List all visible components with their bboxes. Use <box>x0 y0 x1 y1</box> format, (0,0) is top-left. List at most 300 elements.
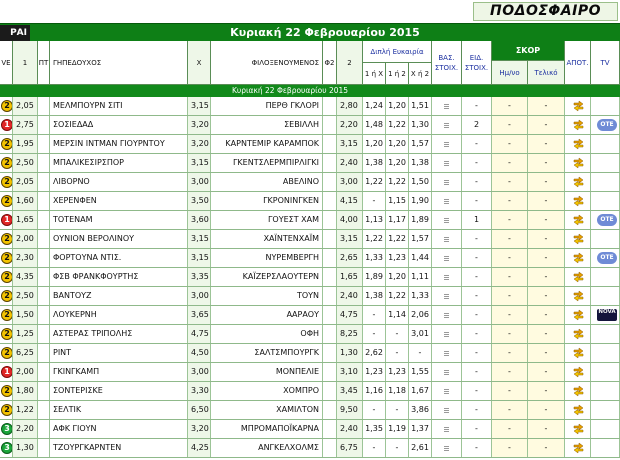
fx-cell <box>323 363 337 381</box>
code-cell <box>0 97 13 115</box>
striped-marker-icon <box>444 255 449 261</box>
x-cell: 3,65 <box>188 306 211 324</box>
two-cell: 2,40 <box>337 154 363 172</box>
dc1-cell: 1,89 <box>363 268 386 286</box>
x-cell: 4,25 <box>188 439 211 457</box>
one-cell: 1,60 <box>13 192 38 210</box>
event-code-badge: 2 <box>1 309 13 321</box>
striped-marker-icon <box>444 388 449 394</box>
final-cell: - <box>528 211 565 229</box>
swap-arrows-icon[interactable] <box>573 404 584 416</box>
tv-cell <box>591 439 620 457</box>
eid-cell: - <box>462 287 492 305</box>
swap-arrows-icon[interactable] <box>573 214 584 226</box>
half-cell: - <box>492 268 528 286</box>
two-cell: 6,75 <box>337 439 363 457</box>
bas-stoix-cell <box>432 230 462 248</box>
header-dc-1x: 1 ή Χ <box>363 63 386 85</box>
table-row[interactable] <box>0 363 620 382</box>
table-row[interactable] <box>0 287 620 306</box>
tv-cell <box>591 97 620 115</box>
header-dc-12: 1 ή 2 <box>386 63 409 85</box>
dc3-cell: 2,06 <box>409 306 432 324</box>
two-cell: 1,30 <box>337 344 363 362</box>
table-row[interactable] <box>0 154 620 173</box>
header-x: Χ <box>188 41 211 85</box>
dc1-cell: 1,23 <box>363 363 386 381</box>
final-cell: - <box>528 420 565 438</box>
fx-cell <box>323 154 337 172</box>
one-cell: 1,25 <box>13 325 38 343</box>
swap-arrows-icon[interactable] <box>573 233 584 245</box>
swap-arrows-icon[interactable] <box>573 252 584 264</box>
eid-cell: - <box>462 192 492 210</box>
header-score: ΣΚΟΡ <box>492 41 565 61</box>
away-cell: ΑΒΕΛΙΝΟ <box>211 173 323 191</box>
dc2-cell: 1,22 <box>386 287 409 305</box>
tv-cell <box>591 192 620 210</box>
result-cell[interactable] <box>565 173 591 191</box>
dc3-cell: 1,89 <box>409 211 432 229</box>
swap-arrows-icon[interactable] <box>573 309 584 321</box>
two-cell: 2,65 <box>337 249 363 267</box>
header-home: ΓΗΠΕΔΟΥΧΟΣ <box>50 41 188 85</box>
code-cell <box>0 268 13 286</box>
dc3-cell: 1,30 <box>409 116 432 134</box>
eid-cell: - <box>462 401 492 419</box>
table-row[interactable] <box>0 344 620 363</box>
dc1-cell: - <box>363 439 386 457</box>
dc3-cell: 1,50 <box>409 173 432 191</box>
two-cell: 3,10 <box>337 363 363 381</box>
swap-arrows-icon[interactable] <box>573 138 584 150</box>
striped-marker-icon <box>444 198 449 204</box>
header-code: VE <box>0 41 13 85</box>
two-cell: 8,25 <box>337 325 363 343</box>
fx-cell <box>323 97 337 115</box>
swap-arrows-icon[interactable] <box>573 157 584 169</box>
result-cell[interactable] <box>565 211 591 229</box>
dc3-cell: 1,44 <box>409 249 432 267</box>
half-cell: - <box>492 382 528 400</box>
eid-cell: 2 <box>462 116 492 134</box>
away-cell: ΣΕΒΙΛΛΗ <box>211 116 323 134</box>
tv-cell <box>591 268 620 286</box>
dc2-cell: 1,20 <box>386 97 409 115</box>
half-cell: - <box>492 249 528 267</box>
fx-cell <box>323 173 337 191</box>
x-cell: 3,30 <box>188 382 211 400</box>
home-cell: ΣΕΛΤΙΚ <box>50 401 188 419</box>
eid-cell: - <box>462 306 492 324</box>
away-cell: ΚΑΪΖΕΡΣΛΑΟΥΤΕΡΝ <box>211 268 323 286</box>
result-cell[interactable] <box>565 249 591 267</box>
swap-arrows-icon[interactable] <box>573 347 584 359</box>
header-dc-x2: Χ ή 2 <box>409 63 432 85</box>
result-cell[interactable] <box>565 135 591 153</box>
fx-cell <box>323 382 337 400</box>
final-cell: - <box>528 135 565 153</box>
header-bas-stoix: ΒΑΣ. ΣΤΟΙΧ. <box>432 41 462 85</box>
table-row[interactable] <box>0 382 620 401</box>
result-cell[interactable] <box>565 325 591 343</box>
table-row[interactable] <box>0 268 620 287</box>
fx-cell <box>323 268 337 286</box>
away-cell: ΑΝΓΚΕΛΧΟΛΜΣ <box>211 439 323 457</box>
final-cell: - <box>528 287 565 305</box>
event-code-badge: 2 <box>1 100 13 112</box>
striped-marker-icon <box>444 331 449 337</box>
swap-arrows-icon[interactable] <box>573 195 584 207</box>
bas-stoix-cell <box>432 401 462 419</box>
final-cell: - <box>528 363 565 381</box>
fx-cell <box>323 211 337 229</box>
fx-cell <box>323 344 337 362</box>
tv-cell <box>591 306 620 324</box>
x-cell: 3,00 <box>188 287 211 305</box>
home-cell: ΜΠΑΛΙΚΕΣΙΡΣΠΟΡ <box>50 154 188 172</box>
dc2-cell: 1,18 <box>386 382 409 400</box>
dc1-cell: 1,48 <box>363 116 386 134</box>
away-cell: ΧΑΜΙΛΤΟΝ <box>211 401 323 419</box>
bas-stoix-cell <box>432 249 462 267</box>
away-cell: ΓΚΕΝΤΣΛΕΡΜΠΙΡΛΙΓΚΙ <box>211 154 323 172</box>
result-cell[interactable] <box>565 268 591 286</box>
one-cell: 2,00 <box>13 230 38 248</box>
x-cell: 3,15 <box>188 249 211 267</box>
half-cell: - <box>492 401 528 419</box>
code-cell <box>0 135 13 153</box>
away-cell: ΧΑΪΝΤΕΝΧΑΪΜ <box>211 230 323 248</box>
x-cell: 3,60 <box>188 211 211 229</box>
bas-stoix-cell <box>432 363 462 381</box>
one-cell: 1,50 <box>13 306 38 324</box>
eid-cell: - <box>462 363 492 381</box>
eid-cell: - <box>462 97 492 115</box>
event-code-badge: 2 <box>1 195 13 207</box>
half-cell: - <box>492 325 528 343</box>
pt-cell <box>38 135 50 153</box>
table-row[interactable] <box>0 173 620 192</box>
fx-cell <box>323 249 337 267</box>
fx-cell <box>323 401 337 419</box>
half-cell: - <box>492 135 528 153</box>
bas-stoix-cell <box>432 439 462 457</box>
dc3-cell: 1,51 <box>409 97 432 115</box>
event-code-badge: 2 <box>1 233 13 245</box>
tv-cell <box>591 344 620 362</box>
two-cell: 3,15 <box>337 135 363 153</box>
eid-cell: - <box>462 420 492 438</box>
bas-stoix-cell <box>432 382 462 400</box>
event-code-badge: 2 <box>1 271 13 283</box>
half-cell: - <box>492 211 528 229</box>
result-cell[interactable] <box>565 401 591 419</box>
swap-arrows-icon[interactable] <box>573 423 584 435</box>
final-cell: - <box>528 249 565 267</box>
two-cell: 9,50 <box>337 401 363 419</box>
event-code-badge: 1 <box>1 366 13 378</box>
tv-cell <box>591 363 620 381</box>
striped-marker-icon <box>444 350 449 356</box>
half-cell: - <box>492 154 528 172</box>
two-cell: 4,15 <box>337 192 363 210</box>
fx-cell <box>323 306 337 324</box>
top-bar <box>0 0 620 23</box>
dc3-cell: 2,61 <box>409 439 432 457</box>
eid-cell: - <box>462 268 492 286</box>
dc2-cell: 1,19 <box>386 420 409 438</box>
swap-arrows-icon[interactable] <box>573 119 584 131</box>
dc1-cell: 1,20 <box>363 135 386 153</box>
dc1-cell: 1,38 <box>363 287 386 305</box>
x-cell: 3,20 <box>188 420 211 438</box>
x-cell: 3,35 <box>188 268 211 286</box>
event-code-badge: 2 <box>1 252 13 264</box>
code-cell <box>0 192 13 210</box>
dc3-cell: 1,67 <box>409 382 432 400</box>
home-cell: ΦΟΡΤΟΥΝΑ ΝΤΙΣ. <box>50 249 188 267</box>
bas-stoix-cell <box>432 154 462 172</box>
table-row[interactable] <box>0 192 620 211</box>
result-cell[interactable] <box>565 344 591 362</box>
result-cell[interactable] <box>565 97 591 115</box>
one-cell: 2,30 <box>13 249 38 267</box>
table-row[interactable] <box>0 97 620 116</box>
header-score-half: Ημ/νο <box>492 61 528 85</box>
swap-arrows-icon[interactable] <box>573 366 584 378</box>
code-cell <box>0 211 13 229</box>
tv-cell <box>591 211 620 229</box>
pt-cell <box>38 116 50 134</box>
result-cell[interactable] <box>565 192 591 210</box>
away-cell: ΑΑΡΑΟΥ <box>211 306 323 324</box>
pt-cell <box>38 287 50 305</box>
dc1-cell: 2,62 <box>363 344 386 362</box>
header-tv: TV <box>591 41 620 85</box>
two-cell: 3,00 <box>337 173 363 191</box>
table-row[interactable] <box>0 306 620 325</box>
dc2-cell: 1,20 <box>386 154 409 172</box>
fx-cell <box>323 192 337 210</box>
dc3-cell: 1,57 <box>409 230 432 248</box>
dc2-cell: 1,20 <box>386 268 409 286</box>
tv-cell <box>591 287 620 305</box>
half-cell: - <box>492 173 528 191</box>
away-cell: ΜΟΝΠΕΛΙΕ <box>211 363 323 381</box>
dc2-cell: 1,15 <box>386 192 409 210</box>
half-cell: - <box>492 344 528 362</box>
two-cell: 2,20 <box>337 116 363 134</box>
x-cell: 3,15 <box>188 230 211 248</box>
eid-cell: 1 <box>462 211 492 229</box>
code-cell <box>0 439 13 457</box>
header-away: ΦΙΛΟΞΕΝΟΥΜΕΝΟΣ <box>211 41 323 85</box>
two-cell: 2,80 <box>337 97 363 115</box>
result-cell[interactable] <box>565 230 591 248</box>
swap-arrows-icon[interactable] <box>573 100 584 112</box>
x-cell: 3,15 <box>188 97 211 115</box>
header-double-chance: Διπλή Ευκαιρία <box>363 41 432 63</box>
fx-cell <box>323 420 337 438</box>
striped-marker-icon <box>444 312 449 318</box>
two-cell: 1,65 <box>337 268 363 286</box>
brand-logo: ΠΟΔΟΣΦΑΙΡΟ <box>473 2 618 21</box>
pt-cell <box>38 173 50 191</box>
result-cell[interactable] <box>565 154 591 172</box>
table-row[interactable] <box>0 211 620 230</box>
half-cell: - <box>492 287 528 305</box>
pt-cell <box>38 344 50 362</box>
dc2-cell: 1,20 <box>386 135 409 153</box>
pt-cell <box>38 401 50 419</box>
code-cell <box>0 401 13 419</box>
header-two: 2 <box>337 41 363 85</box>
table-row[interactable] <box>0 439 620 458</box>
x-cell: 4,50 <box>188 344 211 362</box>
bas-stoix-cell <box>432 420 462 438</box>
x-cell: 3,00 <box>188 173 211 191</box>
code-cell <box>0 306 13 324</box>
eid-cell: - <box>462 382 492 400</box>
dc2-cell: 1,23 <box>386 363 409 381</box>
one-cell: 2,75 <box>13 116 38 134</box>
home-cell: ΑΣΤΕΡΑΣ ΤΡΙΠΟΛΗΣ <box>50 325 188 343</box>
pt-cell <box>38 325 50 343</box>
table-row[interactable] <box>0 135 620 154</box>
dc2-cell: - <box>386 439 409 457</box>
swap-arrows-icon[interactable] <box>573 271 584 283</box>
swap-arrows-icon[interactable] <box>573 176 584 188</box>
dc2-cell: 1,22 <box>386 230 409 248</box>
table-row[interactable] <box>0 116 620 135</box>
home-cell: ΣΟΝΤΕΡΙΣΚΕ <box>50 382 188 400</box>
striped-marker-icon <box>444 179 449 185</box>
table-row[interactable] <box>0 325 620 344</box>
home-cell: ΜΕΡΣΙΝ ΙΝΤΜΑΝ ΓΙΟΥΡΝΤΟΥ <box>50 135 188 153</box>
page-title: Κυριακή 22 Φεβρουαρίου 2015 <box>230 26 420 39</box>
event-code-badge: 2 <box>1 176 13 188</box>
day-subtitle: Κυριακή 22 Φεβρουαρίου 2015 <box>231 86 349 95</box>
home-cell: ΜΕΛΜΠΟΥΡΝ ΣΙΤΙ <box>50 97 188 115</box>
dc1-cell: - <box>363 401 386 419</box>
result-cell[interactable] <box>565 382 591 400</box>
x-cell: 3,20 <box>188 135 211 153</box>
event-code-badge: 3 <box>1 442 13 454</box>
pt-cell <box>38 420 50 438</box>
result-cell[interactable] <box>565 116 591 134</box>
swap-arrows-icon[interactable] <box>573 442 584 454</box>
away-cell: ΠΕΡΘ ΓΚΛΟΡΙ <box>211 97 323 115</box>
bas-stoix-cell <box>432 97 462 115</box>
result-cell[interactable] <box>565 420 591 438</box>
header-fx: Φ2 <box>323 41 337 85</box>
final-cell: - <box>528 382 565 400</box>
dc1-cell: 1,35 <box>363 420 386 438</box>
striped-marker-icon <box>444 274 449 280</box>
final-cell: - <box>528 325 565 343</box>
striped-marker-icon <box>444 236 449 242</box>
home-cell: ΦΣΒ ΦΡΑΝΚΦΟΥΡΤΗΣ <box>50 268 188 286</box>
result-cell[interactable] <box>565 287 591 305</box>
event-code-badge: 2 <box>1 157 13 169</box>
dc1-cell: 1,24 <box>363 97 386 115</box>
result-cell[interactable] <box>565 363 591 381</box>
tv-channel-logo: OTE <box>597 252 617 264</box>
table-header <box>0 41 620 85</box>
one-cell: 2,05 <box>13 97 38 115</box>
table-row[interactable] <box>0 401 620 420</box>
eid-cell: - <box>462 325 492 343</box>
swap-arrows-icon[interactable] <box>573 290 584 302</box>
table-row[interactable] <box>0 230 620 249</box>
away-cell: ΓΟΥΕΣΤ ΧΑΜ <box>211 211 323 229</box>
bas-stoix-cell <box>432 287 462 305</box>
final-cell: - <box>528 401 565 419</box>
striped-marker-icon <box>444 369 449 375</box>
bas-stoix-cell <box>432 306 462 324</box>
pt-cell <box>38 249 50 267</box>
swap-arrows-icon[interactable] <box>573 328 584 340</box>
dc1-cell: 1,13 <box>363 211 386 229</box>
title-left-label: ΡΑΙ <box>0 25 30 41</box>
tv-cell <box>591 116 620 134</box>
home-cell: ΧΕΡΕΝΦΕΝ <box>50 192 188 210</box>
one-cell: 2,20 <box>13 420 38 438</box>
code-cell <box>0 363 13 381</box>
tv-channel-logo: NOVA <box>597 309 617 321</box>
final-cell: - <box>528 344 565 362</box>
striped-marker-icon <box>444 217 449 223</box>
table-row[interactable] <box>0 249 620 268</box>
half-cell: - <box>492 192 528 210</box>
half-cell: - <box>492 306 528 324</box>
result-cell[interactable] <box>565 439 591 457</box>
event-code-badge: 2 <box>1 328 13 340</box>
half-cell: - <box>492 116 528 134</box>
dc1-cell: 1,22 <box>363 173 386 191</box>
table-row[interactable] <box>0 420 620 439</box>
dc1-cell: - <box>363 192 386 210</box>
dc1-cell: - <box>363 306 386 324</box>
event-code-badge: 1 <box>1 119 13 131</box>
striped-marker-icon <box>444 445 449 451</box>
dc3-cell: 3,01 <box>409 325 432 343</box>
final-cell: - <box>528 439 565 457</box>
two-cell: 3,15 <box>337 230 363 248</box>
one-cell: 1,80 <box>13 382 38 400</box>
away-cell: ΤΟΥΝ <box>211 287 323 305</box>
swap-arrows-icon[interactable] <box>573 385 584 397</box>
result-cell[interactable] <box>565 306 591 324</box>
bas-stoix-cell <box>432 325 462 343</box>
tv-cell <box>591 249 620 267</box>
away-cell: ΝΥΡΕΜΒΕΡΓΗ <box>211 249 323 267</box>
tv-channel-logo: OTE <box>597 119 617 131</box>
tv-cell <box>591 230 620 248</box>
away-cell: ΧΟΜΠΡΟ <box>211 382 323 400</box>
dc2-cell: 1,17 <box>386 211 409 229</box>
final-cell: - <box>528 230 565 248</box>
bas-stoix-cell <box>432 268 462 286</box>
one-cell: 6,25 <box>13 344 38 362</box>
pt-cell <box>38 230 50 248</box>
one-cell: 1,95 <box>13 135 38 153</box>
eid-cell: - <box>462 135 492 153</box>
final-cell: - <box>528 173 565 191</box>
one-cell: 2,05 <box>13 173 38 191</box>
bas-stoix-cell <box>432 135 462 153</box>
